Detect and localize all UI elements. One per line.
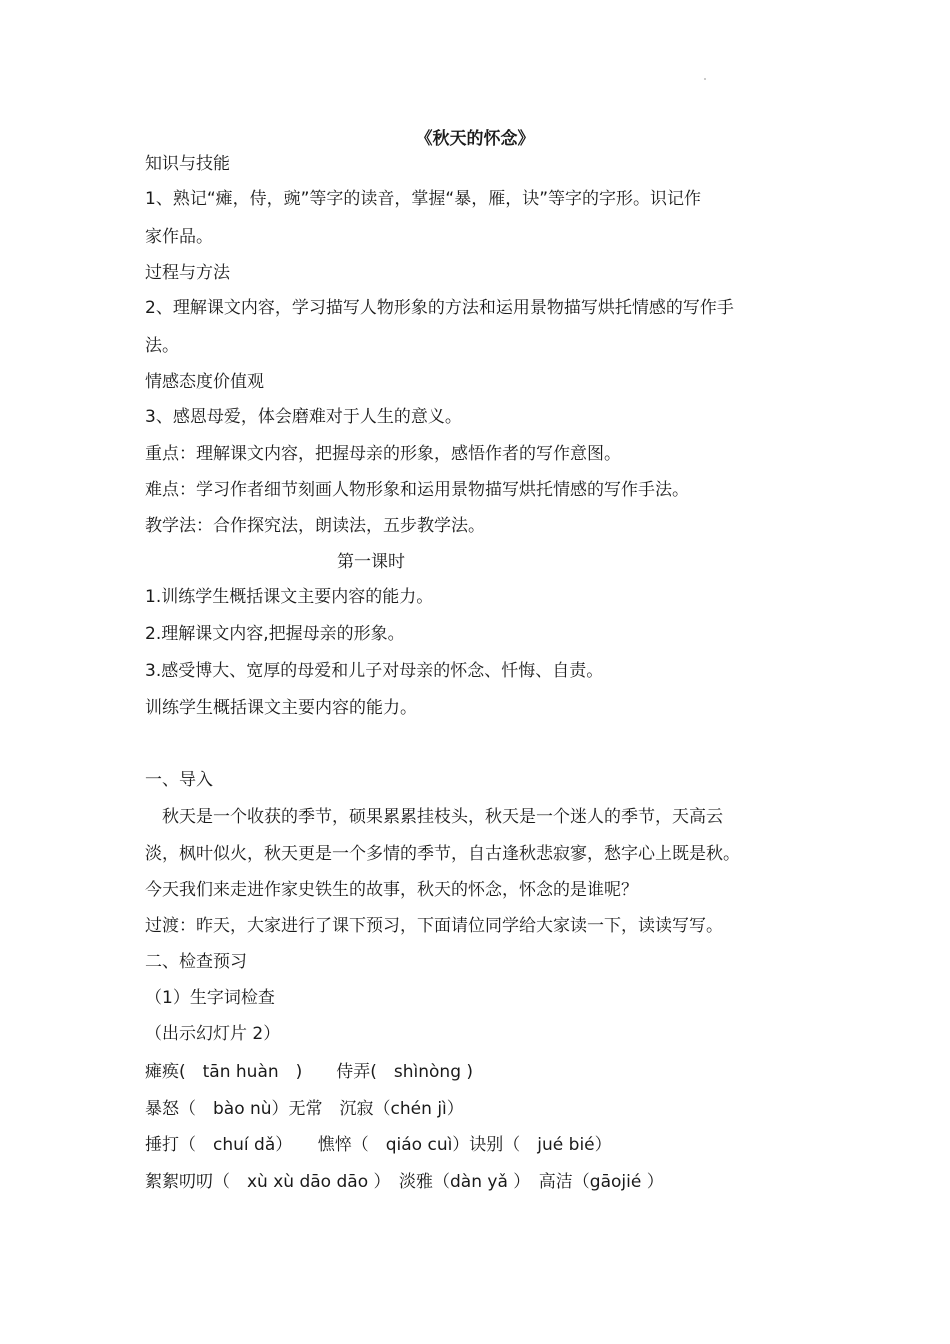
key-point: 重点：理解课文内容，把握母亲的形象，感悟作者的写作意图。	[145, 444, 621, 464]
section1-heading: 一、导入	[145, 770, 213, 790]
vocab-line-3: 捶打（ chuí dǎ） 憔悴（ qiáo cuì）诀别（ jué bié）	[145, 1135, 612, 1155]
emotion-item: 3、感恩母爱，体会磨难对于人生的意义。	[145, 407, 462, 427]
lesson-heading: 第一课时	[337, 552, 405, 572]
section2-sub-heading: （1）生字词检查	[145, 988, 275, 1008]
lesson-goal-1: 1.训练学生概括课文主要内容的能力。	[145, 587, 434, 607]
section1-transition: 过渡：昨天，大家进行了课下预习，下面请位同学给大家读一下，读读写写。	[145, 916, 723, 936]
emotion-heading: 情感态度价值观	[145, 372, 264, 392]
process-heading: 过程与方法	[145, 263, 230, 283]
vocab-line-2: 暴怒（ bào nù）无常 沉寂（chén jì）	[145, 1099, 464, 1119]
knowledge-heading: 知识与技能	[145, 154, 230, 174]
lesson-goal-2: 2.理解课文内容,把握母亲的形象。	[145, 624, 405, 644]
knowledge-item-line-2: 家作品。	[145, 227, 213, 247]
difficult-point: 难点：学习作者细节刻画人物形象和运用景物描写烘托情感的写作手法。	[145, 480, 689, 500]
vocab-line-4: 絮絮叨叨（ xù xù dāo dāo ） 淡雅（dàn yǎ ） 高洁（gāojié ）	[145, 1172, 664, 1192]
section1-paragraph-line-3: 今天我们来走进作家史铁生的故事，秋天的怀念，怀念的是谁呢？	[145, 880, 638, 900]
section1-paragraph-line-2: 淡，枫叶似火，秋天更是一个多情的季节，自古逢秋悲寂寥，愁字心上既是秋。	[145, 844, 740, 864]
section2-heading: 二、检查预习	[145, 952, 247, 972]
page-dot-mark	[704, 78, 706, 80]
vocab-line-1: 瘫痪( tān huàn ) 侍弄( shìnòng )	[145, 1062, 474, 1082]
section1-paragraph-line-1: 秋天是一个收获的季节，硕果累累挂枝头，秋天是一个迷人的季节，天高云	[145, 807, 723, 827]
process-item-line-2: 法。	[145, 336, 179, 356]
document-title: 《秋天的怀念》	[415, 129, 535, 149]
lesson-focus: 训练学生概括课文主要内容的能力。	[145, 698, 417, 718]
process-item-line-1: 2、理解课文内容，学习描写人物形象的方法和运用景物描写烘托情感的写作手	[145, 298, 734, 318]
lesson-goal-3: 3.感受博大、宽厚的母爱和儿子对母亲的怀念、忏悔、自责。	[145, 661, 604, 681]
slide-note: （出示幻灯片 2）	[145, 1024, 281, 1044]
knowledge-item-line-1: 1、熟记“瘫，侍，豌”等字的读音，掌握“暴，雁，诀”等字的字形。识记作	[145, 189, 702, 209]
teaching-methods: 教学法：合作探究法，朗读法，五步教学法。	[145, 516, 485, 536]
